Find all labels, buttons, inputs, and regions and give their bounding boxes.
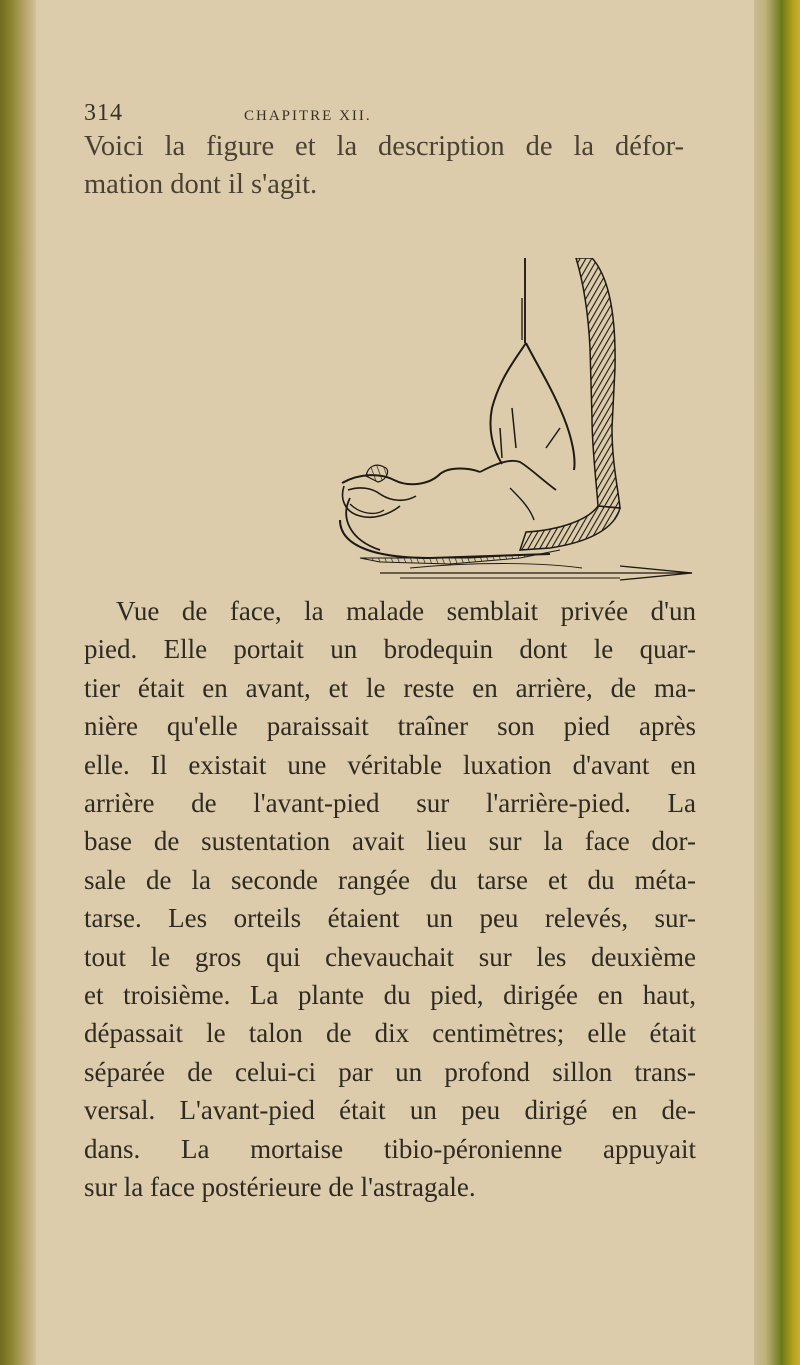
intro-paragraph — [84, 128, 684, 204]
text-line: sale de la seconde rangée du tarse et du méta- — [84, 864, 696, 895]
text-line: arrière de l'avant-pied sur l'arrière-pied. La — [84, 788, 696, 819]
figure-deformed-foot — [320, 258, 720, 588]
page-number: 314 — [84, 100, 123, 126]
page-header — [84, 92, 684, 126]
text-line: et troisième. La plante du pied, dirigée en haut, — [84, 980, 696, 1011]
intro-line: mation dont il s'agit. — [84, 169, 318, 200]
text-line: dépassait le talon de dix centimètres; elle était — [84, 1018, 696, 1049]
text-line: sur la face postérieure de l'astragale. — [84, 1172, 476, 1203]
text-line: dans. La mortaise tibio-péronienne appuyait — [84, 1133, 696, 1164]
text-line: pied. Elle portait un brodequin dont le quar- — [84, 634, 696, 665]
intro-line: Voici la figure et la description de la défor- — [84, 131, 684, 162]
book-edge-right — [754, 0, 800, 1365]
text-line: versal. L'avant-pied était un peu dirigé en de- — [84, 1095, 696, 1126]
text-line: elle. Il existait une véritable luxation d'avant en — [84, 749, 696, 780]
text-line: tarse. Les orteils étaient un peu relevés, sur- — [84, 903, 696, 934]
text-line: séparée de celui-ci par un profond sillon trans- — [84, 1056, 696, 1087]
book-binding-left — [0, 0, 36, 1365]
text-line: tier était en avant, et le reste en arrière, de ma- — [84, 672, 696, 703]
text-line: Vue de face, la malade semblait privée d'un — [116, 596, 696, 626]
text-line: tout le gros qui chevauchait sur les deuxième — [84, 941, 696, 972]
deformed-foot-engraving-icon — [320, 258, 720, 588]
running-head: CHAPITRE XII. — [244, 108, 372, 124]
text-line: nière qu'elle paraissait traîner son pied après — [84, 711, 696, 742]
description-paragraph — [84, 592, 696, 1207]
text-line: base de sustentation avait lieu sur la face dor- — [84, 826, 696, 857]
